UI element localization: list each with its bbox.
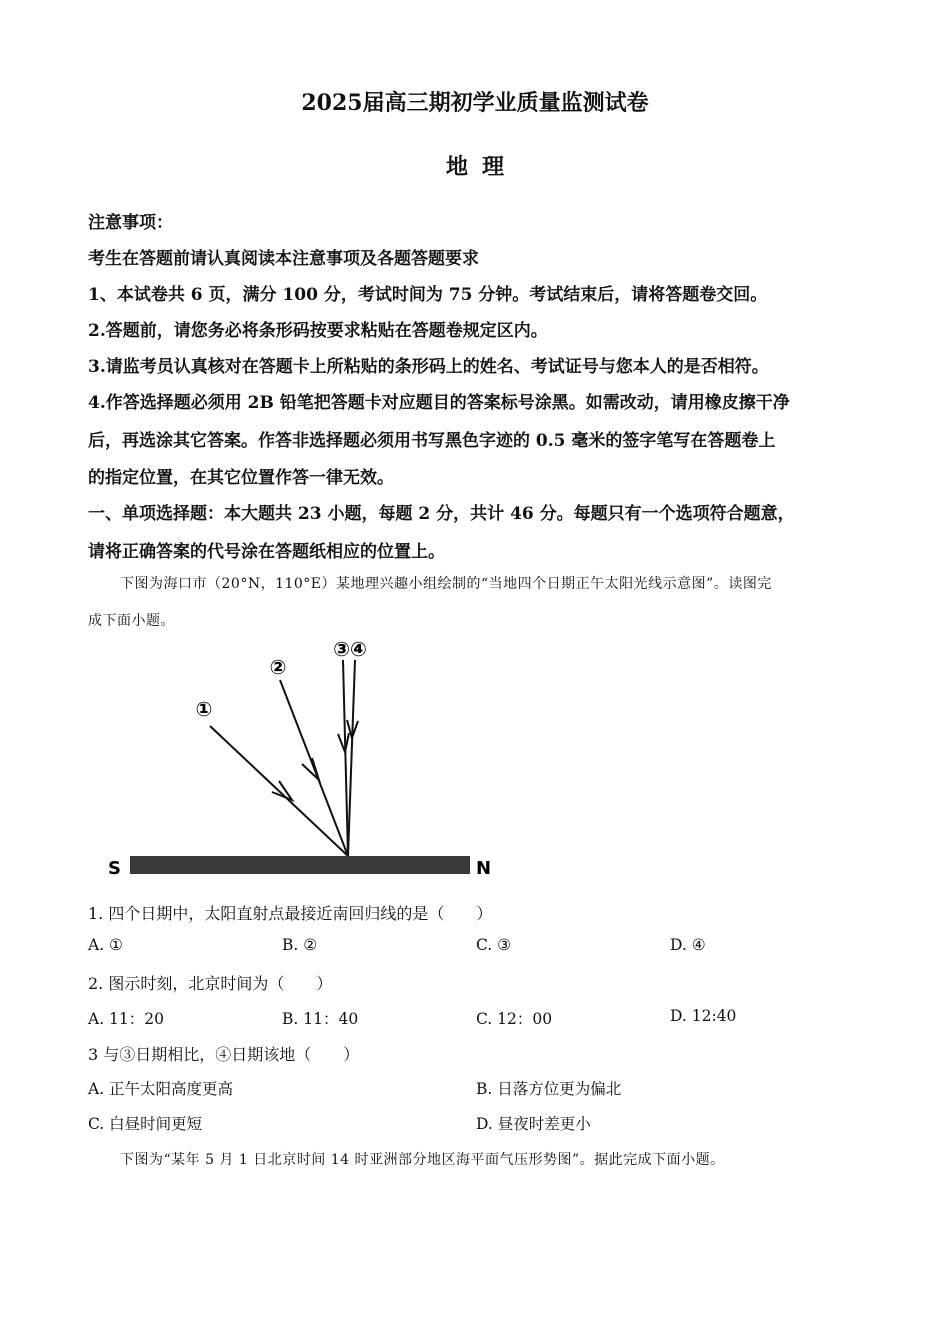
q1-option-b[interactable]: B. ②	[282, 936, 318, 954]
notice-line: 考生在答题前请认真阅读本注意事项及各题答题要求	[88, 249, 479, 269]
q3-option-b[interactable]: B. 日落方位更为偏北	[476, 1080, 622, 1098]
ray-1	[210, 726, 348, 856]
q2-option-a[interactable]: A. 11：20	[88, 1010, 164, 1028]
ground-bar	[130, 856, 470, 874]
notice-line: 4.作答选择题必须用 2B 铅笔把答题卡对应题目的答案标号涂黑。如需改动，请用橡皮擦干净	[88, 393, 790, 413]
notice-line: 1、本试卷共 6 页，满分 100 分，考试时间为 75 分钟。考试结束后，请将答题卷交回。	[88, 285, 768, 305]
q3-option-a[interactable]: A. 正午太阳高度更高	[88, 1080, 234, 1098]
ray-3-arrow-icon	[338, 733, 349, 752]
ray-label-3-4: ③④	[333, 637, 367, 661]
figure-2-intro: 下图为“某年 5 月 1 日北京时间 14 时亚洲部分地区海平面气压形势图”。据此完成下面小题。	[120, 1152, 725, 1168]
ray-2	[280, 680, 348, 856]
ray-4	[348, 660, 355, 856]
sun-ray-diagram	[0, 630, 950, 890]
q1-option-c[interactable]: C. ③	[476, 936, 512, 954]
q1-option-a[interactable]: A. ①	[88, 936, 123, 954]
q3-option-d[interactable]: D. 昼夜时差更小	[476, 1115, 591, 1133]
ray-1-arrow-icon	[272, 781, 292, 800]
q2-option-c[interactable]: C. 12：00	[476, 1010, 553, 1028]
notice-line: 后，再选涂其它答案。作答非选择题必须用书写黑色字迹的 0.5 毫米的签字笔写在答题卷上	[88, 431, 776, 451]
notice-line: 2.答题前，请您务必将条形码按要求粘贴在答题卷规定区内。	[88, 321, 548, 341]
question-2-stem: 2. 图示时刻，北京时间为（ ）	[88, 974, 333, 993]
south-label: S	[108, 858, 121, 879]
section-heading-cont: 请将正确答案的代号涂在答题纸相应的位置上。	[88, 542, 445, 562]
notice-line: 的指定位置，在其它位置作答一律无效。	[88, 468, 394, 488]
section-heading: 一、单项选择题：本大题共 23 小题，每题 2 分，共计 46 分。每题只有一个选项符合题意，	[88, 504, 795, 524]
q1-option-d[interactable]: D. ④	[670, 936, 706, 954]
north-label: N	[476, 858, 492, 879]
exam-title: 2025届高三期初学业质量监测试卷	[301, 90, 649, 116]
question-3-stem: 3 与③日期相比，④日期该地（ ）	[88, 1045, 360, 1064]
ray-label-1: ①	[195, 697, 213, 721]
q2-option-b[interactable]: B. 11：40	[282, 1010, 359, 1028]
figure-intro: 下图为海口市（20°N，110°E）某地理兴趣小组绘制的“当地四个日期正午太阳光线示意图”。读图完	[120, 576, 772, 592]
notice-line: 3.请监考员认真核对在答题卡上所粘贴的条形码上的姓名、考试证号与您本人的是否相符。	[88, 357, 769, 377]
q2-option-d[interactable]: D. 12:40	[670, 1007, 737, 1025]
subject-title: 地理	[445, 154, 518, 180]
notice-heading: 注意事项：	[88, 213, 173, 233]
q3-option-c[interactable]: C. 白昼时间更短	[88, 1115, 203, 1133]
figure-intro-cont: 成下面小题。	[88, 613, 175, 629]
question-1-stem: 1. 四个日期中，太阳直射点最接近南回归线的是（ ）	[88, 904, 493, 923]
ray-3	[343, 660, 348, 856]
ray-label-2: ②	[269, 655, 287, 679]
